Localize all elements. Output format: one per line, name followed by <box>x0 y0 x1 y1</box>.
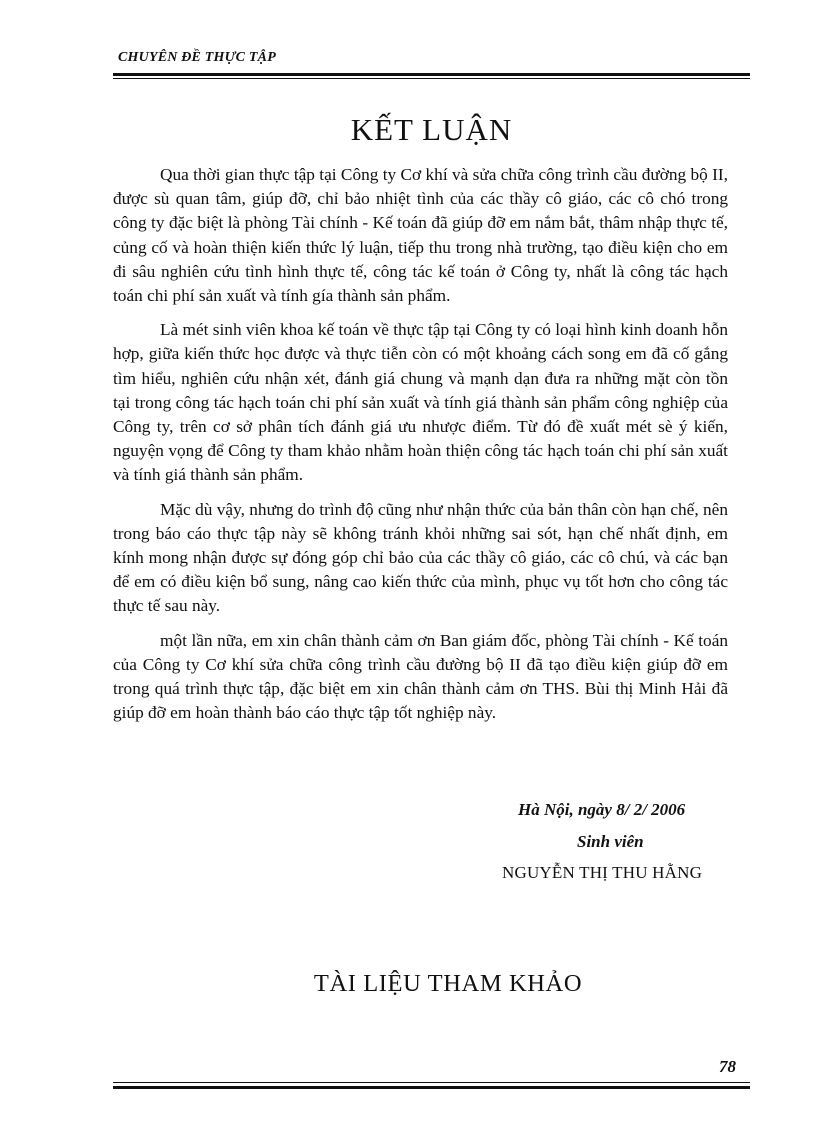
footer-rule <box>113 1082 750 1083</box>
paragraph: Mặc dù vậy, nhưng do trình độ cũng như nhận thức của bản thân còn hạn chế, nên trong báo cáo thực tập này sẽ không tránh khỏi những sai sót, hạn chế nhất định, em kính mong nhận được sự đóng góp chỉ bảo của các thầy cô giáo, các cô chú, và các bạn để em có điều kiện bổ sung, nâng cao kiến thức của mình, phục vụ tốt hơn cho công tác thực tế sau này. <box>113 499 728 616</box>
header-label: CHUYÊN ĐỀ THỰC TẬP <box>118 50 276 65</box>
page-title: KẾT LUẬN <box>350 112 513 147</box>
signature-date: Hà Nội, ngày 8/ 2/ 2006 <box>518 800 686 819</box>
paragraph: một lần nữa, em xin chân thành cảm ơn Ban giám đốc, phòng Tài chính - Kế toán của Công ty Cơ khí sửa chữa công trình cầu đường bộ II đã tạo điều kiện giúp đỡ em trong quá trình thực tập, đặc biệt em xin chân thành cảm ơn THS. Bùi thị Minh Hải đã giúp đỡ em hoàn thành báo cáo thực tập tốt nghiệp này. <box>113 630 728 723</box>
section-title: TÀI LIỆU THAM KHẢO <box>313 970 583 997</box>
footer-rule-secondary <box>113 1086 750 1089</box>
header-rule <box>113 73 750 76</box>
body-text <box>113 163 728 735</box>
paragraph: Qua thời gian thực tập tại Công ty Cơ khí và sửa chữa công trình cầu đường bộ II, được sù quan tâm, giúp đỡ, chỉ bảo nhiệt tình của các thầy cô giáo, các cô chó trong công ty đặc biệt là phòng Tài chính - Kế toán đã giúp đỡ em nắm bắt, thâm nhập thực tế, củng cố và hoàn thiện kiến thức lý luận, tiếp thu trong nhà trường, tạo điều kiện cho em đi sâu nghiên cứu tình hình thực tế, công tác kế toán ở Công ty, nhất là công tác hạch toán chi phí sản xuất và tính gía thành sản phẩm. <box>113 165 728 306</box>
signature-name: NGUYỄN THỊ THU HẰNG <box>502 863 703 882</box>
page-number: 78 <box>719 1057 736 1076</box>
paragraph: Là mét sinh viên khoa kế toán về thực tập tại Công ty có loại hình kinh doanh hỗn hợp, giữa kiến thức học được và thực tiễn còn có một khoảng cách song em đã cố gắng tìm hiểu, nghiên cứu nhận xét, đánh giá chung và mạnh dạn đưa ra những mặt còn tồn tại trong công tác hạch toán chi phí sản xuất và tính giá thành sản phẩm công nghiệp của Công ty, trên cơ sở phân tích đánh giá ưu nhược điểm. Từ đó đề xuất mét sè ý kiến, nguyện vọng để Công ty tham khảo nhằm hoàn thiện công tác hạch toán chi phí sản xuất và tính giá thành sản phẩm. <box>113 320 729 485</box>
signature-role: Sinh viên <box>577 832 644 851</box>
header-rule-secondary <box>113 78 750 79</box>
